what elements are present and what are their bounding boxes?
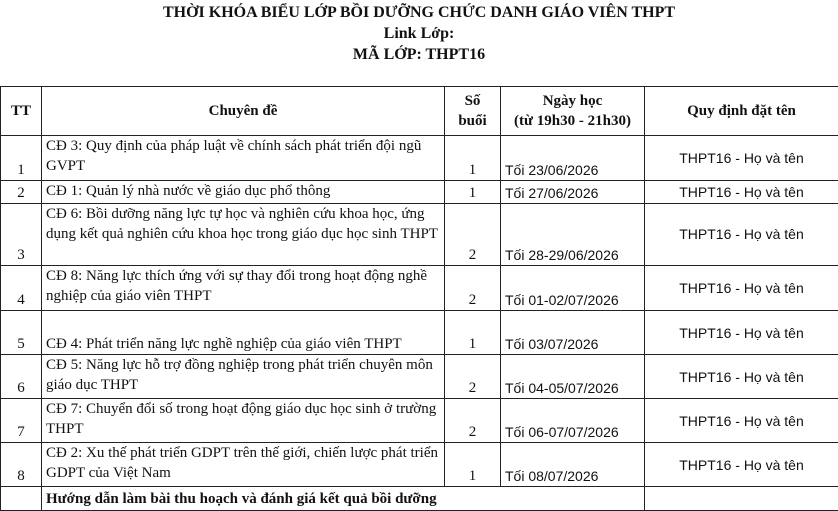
row-naming: THPT16 - Họ và tên [645, 136, 838, 181]
table-row [1, 311, 838, 355]
page-title: THỜI KHÓA BIỂU LỚP BỒI DƯỠNG CHỨC DANH GIÁO VIÊN THPT [0, 3, 838, 23]
row-date: Tối 06-07/07/2026 [501, 399, 645, 443]
col-header-date-line1: Ngày học [501, 91, 644, 111]
table-row [1, 266, 838, 311]
row-topic: CĐ 2: Xu thế phát triển GDPT trên thế giới, chiến lược phát triển GDPT của Việt Nam [42, 443, 445, 487]
col-header-date-line2: (từ 19h30 - 21h30) [501, 111, 644, 131]
row-sessions: 2 [445, 399, 501, 443]
table-row [1, 399, 838, 443]
row-topic: CĐ 6: Bồi dưỡng năng lực tự học và nghiên cứu khoa học, ứng dụng kết quả nghiên cứu khoa học trong giáo dục học sinh THPT [42, 204, 445, 266]
footer-blank-cell [1, 487, 42, 511]
row-sessions: 1 [445, 136, 501, 181]
table-row [1, 443, 838, 487]
row-topic: CĐ 1: Quản lý nhà nước về giáo dục phổ thông [42, 181, 445, 204]
row-tt: 5 [1, 311, 42, 355]
row-naming: THPT16 - Họ và tên [645, 181, 838, 204]
table-row [1, 355, 838, 399]
row-date: Tối 28-29/06/2026 [501, 204, 645, 266]
row-naming: THPT16 - Họ và tên [645, 355, 838, 399]
row-naming: THPT16 - Họ và tên [645, 266, 838, 311]
row-date: Tối 27/06/2026 [501, 181, 645, 204]
row-topic: CĐ 5: Năng lực hỗ trợ đồng nghiệp trong phát triển chuyên môn giáo dục THPT [42, 355, 445, 399]
col-header-tt: TT [1, 87, 42, 136]
schedule-table [0, 86, 838, 511]
table-row [1, 204, 838, 266]
class-link-label: Link Lớp: [0, 24, 838, 44]
row-naming: THPT16 - Họ và tên [645, 311, 838, 355]
row-sessions: 2 [445, 266, 501, 311]
table-footer-row [1, 487, 838, 511]
row-tt: 3 [1, 204, 42, 266]
col-header-sessions-line2: buổi [445, 111, 500, 131]
col-header-topic: Chuyên đề [42, 87, 445, 136]
table-header-row [1, 87, 838, 136]
row-naming: THPT16 - Họ và tên [645, 204, 838, 266]
row-date: Tối 23/06/2026 [501, 136, 645, 181]
row-sessions: 2 [445, 355, 501, 399]
col-header-naming: Quy định đặt tên [645, 87, 838, 136]
col-header-sessions-line1: Số [445, 91, 500, 111]
table-row [1, 181, 838, 204]
row-tt: 4 [1, 266, 42, 311]
col-header-sessions [445, 87, 501, 136]
row-naming: THPT16 - Họ và tên [645, 399, 838, 443]
row-naming: THPT16 - Họ và tên [645, 443, 838, 487]
footer-blank-cell [645, 487, 838, 511]
table-row [1, 136, 838, 181]
row-date: Tối 03/07/2026 [501, 311, 645, 355]
row-topic: CĐ 4: Phát triển năng lực nghề nghiệp của giáo viên THPT [42, 311, 445, 355]
row-tt: 6 [1, 355, 42, 399]
row-tt: 1 [1, 136, 42, 181]
row-sessions: 2 [445, 204, 501, 266]
row-sessions: 1 [445, 443, 501, 487]
row-tt: 7 [1, 399, 42, 443]
row-date: Tối 08/07/2026 [501, 443, 645, 487]
row-topic: CĐ 3: Quy định của pháp luật về chính sách phát triển đội ngũ GVPT [42, 136, 445, 181]
row-topic: CĐ 7: Chuyển đổi số trong hoạt động giáo dục học sinh ở trường THPT [42, 399, 445, 443]
footer-note: Hướng dẫn làm bài thu hoạch và đánh giá kết quả bồi dưỡng [42, 487, 645, 511]
row-tt: 8 [1, 443, 42, 487]
class-code: MÃ LỚP: THPT16 [0, 45, 838, 65]
row-sessions: 1 [445, 181, 501, 204]
row-date: Tối 04-05/07/2026 [501, 355, 645, 399]
row-sessions: 1 [445, 311, 501, 355]
row-tt: 2 [1, 181, 42, 204]
row-topic: CĐ 8: Năng lực thích ứng với sự thay đổi trong hoạt động nghề nghiệp của giáo viên THPT [42, 266, 445, 311]
row-date: Tối 01-02/07/2026 [501, 266, 645, 311]
col-header-date [501, 87, 645, 136]
